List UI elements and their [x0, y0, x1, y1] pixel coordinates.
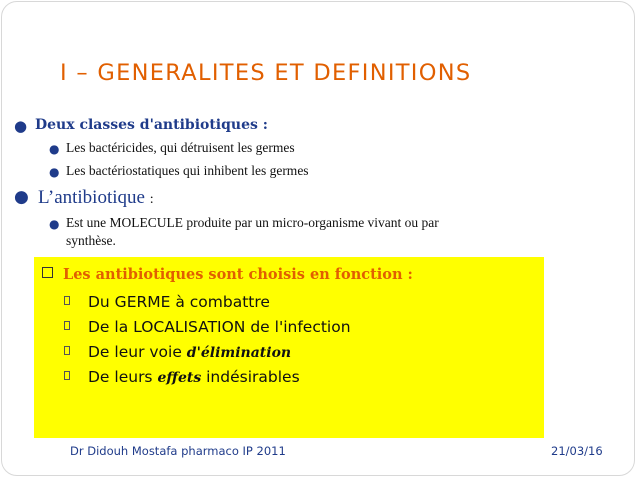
footer-date: 21/03/16 — [551, 444, 603, 458]
checkbox-icon — [64, 371, 70, 380]
checkbox-icon — [64, 296, 70, 305]
bullet-icon: ● — [49, 217, 60, 231]
class-item: Les bactériostatiques qui inhibent les germes — [66, 163, 309, 178]
criteria-item — [64, 368, 300, 386]
criteria-box — [34, 257, 544, 438]
bullet-icon: ● — [49, 165, 60, 179]
criteria-item — [64, 293, 270, 311]
definition-line-2: synthèse. — [66, 233, 116, 248]
criteria-item — [64, 318, 351, 336]
definition-line-1: Est une MOLECULE produite par un micro-organisme vivant ou par — [66, 215, 439, 230]
criteria-item-text: De leurs — [88, 368, 158, 386]
checkbox-icon — [64, 321, 70, 330]
checkbox-icon — [64, 346, 70, 355]
class-item: Les bactéricides, qui détruisent les germes — [66, 140, 295, 155]
criteria-item — [64, 343, 291, 361]
bullet-icon: ● — [14, 117, 28, 135]
slide-title: I – GENERALITES ET DEFINITIONS — [60, 60, 472, 86]
criteria-item-text: De leur voie — [88, 343, 187, 361]
footer-author: Dr Didouh Mostafa pharmaco IP 2011 — [70, 444, 286, 458]
checkbox-icon — [42, 267, 53, 278]
criteria-item-emphasis: d'élimination — [186, 345, 292, 361]
antibiotique-term: L’antibiotique — [38, 187, 145, 208]
bullet-icon: ● — [49, 142, 60, 156]
classes-heading: Deux classes d'antibiotiques : — [35, 117, 268, 133]
bullet-icon: ● — [14, 187, 29, 207]
criteria-heading-text: Les antibiotiques sont choisis en fonction : — [63, 266, 413, 283]
criteria-item-emphasis: effets — [157, 370, 202, 386]
antibiotique-colon: : — [149, 192, 154, 207]
criteria-item-text: Du GERME à combattre — [88, 293, 270, 311]
criteria-item-text-end: indésirables — [201, 368, 300, 386]
criteria-item-text: De la LOCALISATION de l'infection — [88, 318, 351, 336]
criteria-heading — [42, 266, 413, 283]
